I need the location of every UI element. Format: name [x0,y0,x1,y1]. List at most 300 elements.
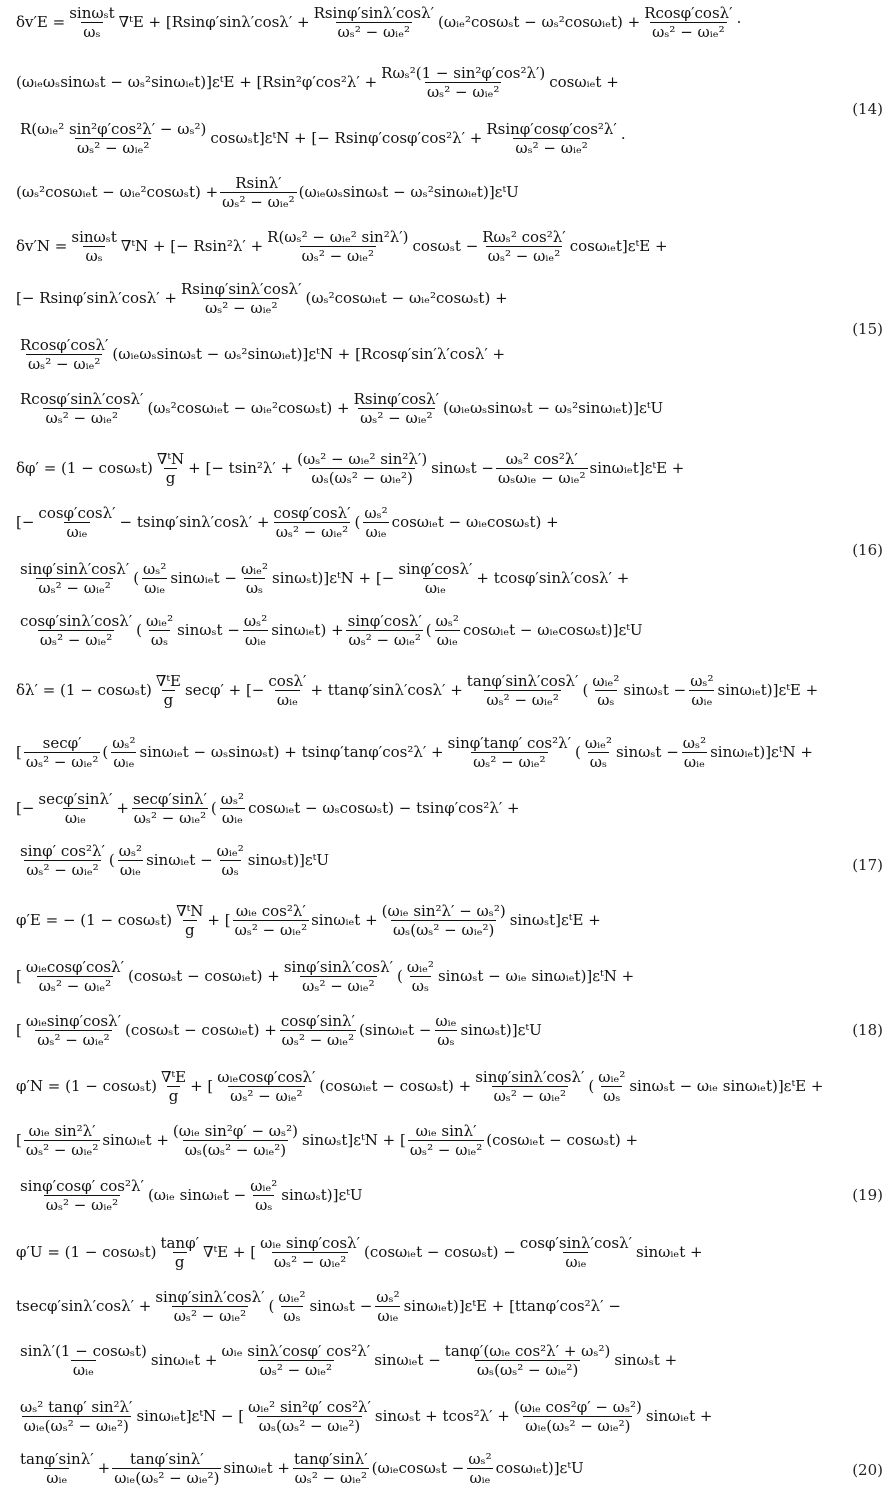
math-term: (ωᵢₑωₛsinωₛt − ωₛ²sinωᵢₑt)]εᵗN + [Rcosφ′sin′λ′cosλ′ + [112,345,506,363]
fraction [271,504,352,541]
fraction [258,1234,362,1271]
fraction [159,1068,188,1105]
fraction [171,1122,300,1159]
fraction-numerator: sinφ′sinλ′cosλ′ [20,559,130,578]
fraction-numerator: ∇ᵗN [156,449,185,468]
fraction-denominator: ωₛ² − ωᵢₑ² [360,408,433,427]
fraction-numerator: R(ωᵢₑ² sin²φ′cos²λ′ − ωₛ²) [20,119,207,138]
fraction-numerator: (ωᵢₑ sin²λ′ − ωₛ²) [381,901,506,920]
fraction-numerator: sinφ′cosλ′ [347,611,422,630]
math-term: ( [582,681,589,699]
equation-number-17: (17) [852,856,883,874]
fraction [220,174,296,211]
fraction [242,612,269,649]
fraction [233,902,309,939]
fraction [346,612,424,649]
fraction-denominator: ωᵢₑ [691,690,713,709]
math-term: + [116,799,129,817]
fraction-numerator: ωₛ² cos²λ′ [505,449,578,468]
fraction-denominator: ωᵢₑ(ωₛ² − ωᵢₑ²) [114,1468,220,1487]
fraction-denominator: ωₛ² − ωᵢₑ² [26,860,99,879]
fraction [480,228,567,265]
math-term: (ωₛ²cosωᵢₑt − ωᵢₑ²cosωₛt) + [147,399,350,417]
equation-line-20-3 [16,1340,829,1380]
fraction-denominator: g [184,920,195,939]
fraction-numerator: sinωₛt [69,3,115,22]
fraction [688,672,715,709]
math-term: · [736,13,742,31]
fraction-denominator: ωₛ(ωₛ² − ωᵢₑ²) [258,1416,361,1435]
math-term: (ωᵢₑωₛsinωₛt − ωₛ²sinωᵢₑt)]εᵗE + [Rsin²φ′cos²λ′ + [16,73,378,91]
fraction-denominator: ωᵢₑ [64,808,86,827]
equation-number-16: (16) [852,541,883,559]
fraction [153,1288,266,1325]
fraction [215,842,246,879]
equation-line-18-1 [16,900,829,940]
fraction-numerator: ∇ᵗN [176,901,204,920]
math-term: ( [425,621,432,639]
fraction-denominator: ωₛ² − ωᵢₑ² [38,976,112,995]
fraction [292,1450,370,1487]
fraction-numerator: ωₛ² [468,1449,492,1468]
fraction-denominator: ωₛ² − ωᵢₑ² [493,1086,567,1105]
fraction-denominator: g [165,468,176,487]
fraction-numerator: tanφ′(ωᵢₑ cos²λ′ + ωₛ²) [444,1341,611,1360]
equation-line-15-1 [16,226,829,266]
math-term: sinωₛt − [615,743,679,761]
math-term: + [97,1459,111,1477]
math-term: sinωₛt − [177,621,240,639]
fraction [18,1342,149,1379]
equation-line-17-3 [16,788,829,828]
fraction-denominator: ωₛ(ωₛ² − ωᵢₑ²) [311,468,413,487]
fraction-numerator: ωᵢₑ² [240,559,269,578]
math-term: (cosωₛt − cosωᵢₑt) + [125,1021,277,1039]
fraction [154,672,183,709]
fraction-numerator: ωₛ² [376,1287,400,1306]
equation-line-20-2 [16,1286,829,1326]
math-term: + [ [207,911,231,929]
fraction-denominator: ωₛ [83,22,101,41]
fraction [18,560,131,597]
fraction-numerator: Rcosφ′cosλ′ [20,335,109,354]
math-term: δv′E = [16,13,66,31]
math-term: δv′N = [16,237,68,255]
math-term: ( [102,743,109,761]
fraction-denominator: ωₛ [437,1030,455,1049]
fraction-numerator: ωₛ² [364,503,388,522]
fraction-numerator: ωₛ² [690,671,714,690]
fraction [18,120,208,157]
fraction [158,1234,201,1271]
fraction [67,4,116,41]
fraction-denominator: ωₛ² − ωᵢₑ² [76,138,150,157]
fraction-denominator: ωᵢₑ(ωₛ² − ωᵢₑ²) [23,1416,129,1435]
fraction-denominator: ωᵢₑ [365,522,387,541]
fraction-numerator: Rcosφ′sinλ′cosλ′ [20,389,144,408]
equation-line-20-1 [16,1232,829,1272]
math-term: sinωᵢₑt]εᵗN − [ [136,1407,245,1425]
fraction [265,228,410,265]
equation-line-17-4 [16,840,829,880]
equation-line-14-3 [16,118,829,158]
fraction-numerator: ωᵢₑ sinφ′cosλ′ [260,1233,361,1252]
fraction-denominator: ωₛ² − ωᵢₑ² [302,976,375,995]
fraction-numerator: sinφ′sinλ′cosλ′ [475,1067,585,1086]
equation-line-20-5 [16,1448,829,1488]
fraction-numerator: ωᵢₑcosφ′cosλ′ [25,957,124,976]
fraction-denominator: ωᵢₑ [469,1468,491,1487]
fraction-denominator: ωₛ² − ωᵢₑ² [652,22,725,41]
fraction-numerator: (ωₛ² − ωᵢₑ² sin²λ′) [297,449,428,468]
math-term: + [− tsin²λ′ + [188,459,294,477]
fraction-denominator: ωₛ² − ωᵢₑ² [273,1252,347,1271]
math-term: sinωᵢₑt − [146,851,213,869]
fraction-numerator: ωₛ² tanφ′ sin²λ′ [20,1397,133,1416]
fraction-denominator: ωₛ(ωₛ² − ωᵢₑ²) [392,920,495,939]
fraction-numerator: cosφ′sinλ′cosλ′ [20,611,133,630]
fraction-numerator: sinφ′sinλ′cosλ′ [283,957,393,976]
fraction-numerator: (ωᵢₑ sin²φ′ − ωₛ²) [172,1121,298,1140]
fraction-numerator: tanφ′ [160,1233,199,1252]
fraction-denominator: ωₛ² − ωᵢₑ² [45,408,118,427]
fraction [18,1398,134,1435]
fraction [246,1398,373,1435]
fraction [279,1012,357,1049]
fraction-numerator: sinλ′(1 − cosωₛt) [20,1341,147,1360]
math-term: (ωᵢₑ²cosωₛt − ωₛ²cosωᵢₑt) + [438,13,641,31]
fraction-denominator: g [163,690,174,709]
fraction-denominator: ωᵢₑ [46,1468,68,1487]
fraction-numerator: ωₛ² [143,559,167,578]
math-term: (cosωᵢₑt − cosωₛt) − [364,1243,516,1261]
math-term: ∇ᵗE + [Rsinφ′sinλ′cosλ′ + [118,13,310,31]
fraction-numerator: ωᵢₑcosφ′cosλ′ [217,1067,316,1086]
math-term: tsecφ′sinλ′cosλ′ + [16,1297,152,1315]
fraction-denominator: ωᵢₑ [72,1360,94,1379]
fraction [282,958,395,995]
equation-line-16-1 [16,448,829,488]
equation-line-18-3 [16,1010,829,1050]
equation-line-19-1 [16,1066,829,1106]
fraction-numerator: Rωₛ² cos²λ′ [482,227,566,246]
math-term: sinωᵢₑt)]εᵗE + [ttanφ′cos²λ′ − [403,1297,621,1315]
math-term: sinωₛt − ωᵢₑ sinωᵢₑt)]εᵗN + [437,967,635,985]
fraction [295,450,429,487]
math-term: sinωₛt)]εᵗU [460,1021,542,1039]
equation-line-20-4 [16,1396,829,1436]
fraction-numerator: ωᵢₑ² [584,733,612,752]
math-term: ( [108,851,115,869]
math-term: ( [210,799,217,817]
equation-line-17-1 [16,670,829,710]
fraction-numerator: cosφ′sinλ′ [280,1011,355,1030]
fraction-numerator: ωₛ² [112,733,136,752]
math-term: cosωᵢₑt − ωᵢₑcosωₛt) + [391,513,559,531]
fraction-numerator: ωᵢₑ² sin²φ′ cos²λ′ [248,1397,371,1416]
fraction-denominator: ωₛ² − ωᵢₑ² [281,1030,355,1049]
fraction-denominator: ωₛ² − ωᵢₑ² [473,752,546,771]
fraction-denominator: ωₛ² − ωᵢₑ² [234,920,308,939]
equation-line-14-4 [16,172,829,212]
fraction-denominator: ωₛ² − ωᵢₑ² [37,1030,110,1049]
math-term: sinωᵢₑt)]εᵗN + [710,743,813,761]
fraction [18,1450,96,1487]
math-term: [ [16,743,22,761]
fraction-denominator: g [168,1086,179,1105]
fraction-numerator: sinφ′sinλ′cosλ′ [155,1287,265,1306]
fraction [18,1177,146,1214]
math-term: ( [397,967,403,985]
fraction-denominator: ωₛ² − ωᵢₑ² [133,808,207,827]
fraction-denominator: ωₛ² − ωᵢₑ² [515,138,588,157]
math-term: ( [136,621,143,639]
fraction [642,4,734,41]
math-term: sinωᵢₑt + [645,1407,713,1425]
math-term: [ [16,1131,22,1149]
math-term: φ′N = (1 − cosωₛt) [16,1077,157,1095]
math-term: ( [268,1297,275,1315]
fraction-denominator: ωₛ(ωₛ² − ωᵢₑ²) [184,1140,287,1159]
math-term: + ttanφ′sinλ′cosλ′ + [310,681,463,699]
fraction-denominator: ωₛ² − ωᵢₑ² [337,22,411,41]
math-term: (ωᵢₑ sinωᵢₑt − [147,1186,247,1204]
fraction-denominator: ωₛ [245,578,264,597]
math-term: (ωᵢₑωₛsinωₛt − ωₛ²sinωᵢₑt)]εᵗU [443,399,664,417]
fraction-denominator: ωᵢₑ [66,522,88,541]
fraction-denominator: ωₛ [589,752,608,771]
math-term: (cosωₛt − cosωᵢₑt) + [128,967,280,985]
math-term: φ′U = (1 − cosωₛt) [16,1243,157,1261]
math-term: sinωᵢₑt + [150,1351,218,1369]
equation-line-15-2 [16,278,829,318]
fraction [141,560,168,597]
equation-line-16-4 [16,610,829,650]
fraction-denominator: ωᵢₑ [113,752,135,771]
math-term: [ [16,967,22,985]
fraction-denominator: ωᵢₑ [377,1306,399,1325]
fraction-denominator: ωₛ² − ωᵢₑ² [25,1140,99,1159]
fraction-numerator: Rωₛ²(1 − sin²φ′cos²λ′) [381,63,546,82]
fraction [144,612,175,649]
fraction-numerator: Rsinλ′ [235,173,282,192]
equation-line-18-2 [16,956,829,996]
math-term: (cosωᵢₑt − cosωₛt) + [486,1131,639,1149]
fraction-numerator: tanφ′sinλ′cosλ′ [466,671,579,690]
fraction-denominator: ωₛ² − ωᵢₑ² [301,246,375,265]
fraction-numerator: ωᵢₑ² [146,611,174,630]
math-term: cosωᵢₑt − ωᵢₑcosωₛt)]εᵗU [462,621,643,639]
fraction [18,390,145,427]
math-term: cosωᵢₑt]εᵗE + [569,237,668,255]
math-term: (sinωᵢₑt − [358,1021,432,1039]
fraction-numerator: tanφ′sinλ′ [294,1449,368,1468]
math-term: (ωₛ²cosωᵢₑt − ωᵢₑ²cosωₛt) + [305,289,508,307]
math-term: + [ [190,1077,214,1095]
math-term: ( [354,513,361,531]
math-term: ( [588,1077,595,1095]
fraction-numerator: ∇ᵗE [155,671,181,690]
math-term: sinωₛt)]εᵗN + [− [272,569,395,587]
fraction-numerator: ωᵢₑ² [592,671,620,690]
fraction-denominator: ωₛ² − ωᵢₑ² [487,246,561,265]
math-term: sinωᵢₑt)]εᵗE + [717,681,819,699]
math-term: sinωᵢₑt]εᵗE + [589,459,685,477]
math-term: sinωₛt]εᵗN + [ [301,1131,406,1149]
fraction-denominator: ωₛ(ωₛ² − ωᵢₑ²) [476,1360,579,1379]
fraction-denominator: ωᵢₑ [276,690,298,709]
fraction-denominator: ωₛ [603,1086,621,1105]
fraction [465,672,581,709]
fraction [18,612,134,649]
fraction-numerator: ∇ᵗE [160,1067,187,1086]
fraction-numerator: ωᵢₑ sin²λ′ [28,1121,96,1140]
fraction-denominator: ωₛ² − ωᵢₑ² [204,298,278,317]
fraction [380,902,508,939]
fraction-numerator: sinφ′cosλ′ [398,559,473,578]
math-term: ∇ᵗN + [− Rsin²λ′ + [120,237,264,255]
fraction-numerator: cosφ′sinλ′cosλ′ [519,1233,632,1252]
fraction-denominator: ωₛ² − ωᵢₑ² [38,578,111,597]
fraction-numerator: ωₛ² [243,611,268,630]
fraction [24,1122,100,1159]
fraction-denominator: ωₛ [255,1195,273,1214]
fraction-numerator: sinωₛt [71,227,117,246]
math-term: sinωᵢₑt + [223,1459,290,1477]
equation-number-18: (18) [852,1021,883,1039]
fraction-numerator: sinφ′ cos²λ′ [20,841,105,860]
fraction-denominator: ωₛωᵢₑ − ωᵢₑ² [497,468,586,487]
fraction [443,1342,613,1379]
fraction-denominator: ωᵢₑ [144,578,166,597]
math-term: sinωᵢₑt + [636,1243,703,1261]
math-term: · [620,129,626,147]
fraction [174,902,205,939]
fraction [374,1288,401,1325]
fraction [312,4,436,41]
fraction [69,228,118,265]
math-term: − tsinφ′sinλ′cosλ′ + [119,513,270,531]
fraction [596,1068,627,1105]
fraction [512,1398,644,1435]
fraction [681,734,708,771]
math-term: cosωₛt]εᵗN + [− Rsinφ′cosφ′cos²λ′ + [210,129,483,147]
fraction [179,280,303,317]
fraction-denominator: ωᵢₑ [565,1252,587,1271]
math-term: [− [16,799,35,817]
fraction [518,1234,634,1271]
equation-line-15-4 [16,388,829,428]
fraction-numerator: Rsinφ′cosλ′ [353,389,440,408]
math-term: (ωᵢₑωₛsinωₛt − ωₛ²sinωᵢₑt)]εᵗU [298,183,519,201]
fraction-numerator: cosλ′ [268,671,307,690]
math-term: sinωᵢₑt) + [271,621,344,639]
fraction-denominator: ωₛ² − ωᵢₑ² [173,1306,247,1325]
math-term: sinωᵢₑt + [311,911,378,929]
math-term: (cosωᵢₑt − cosωₛt) + [319,1077,472,1095]
fraction-denominator: ωᵢₑ [424,578,446,597]
fraction [248,1177,279,1214]
fraction-numerator: R(ωₛ² − ωᵢₑ² sin²λ′) [267,227,409,246]
fraction-numerator: Rsinφ′sinλ′cosλ′ [181,279,302,298]
fraction-denominator: ωₛ² − ωᵢₑ² [275,522,349,541]
fraction-numerator: secφ′sinλ′ [132,789,207,808]
fraction-denominator: ωₛ [597,690,615,709]
fraction-numerator: secφ′sinλ′ [38,789,113,808]
fraction-numerator: ωₛ² [118,841,143,860]
fraction [110,734,137,771]
fraction-denominator: ωₛ² − ωᵢₑ² [486,690,559,709]
equation-number-14: (14) [852,100,883,118]
fraction-numerator: ωᵢₑ² [406,957,434,976]
math-term: sinωᵢₑt + [102,1131,169,1149]
fraction-denominator: ωₛ [85,246,103,265]
math-term: secφ′ + [− [184,681,265,699]
math-term: cosωₛt − [412,237,479,255]
fraction-numerator: ωᵢₑ² [216,841,244,860]
fraction-numerator: ωᵢₑsinφ′cosλ′ [25,1011,122,1030]
math-term: ( [575,743,581,761]
math-term: + tcosφ′sinλ′cosλ′ + [476,569,630,587]
math-term: δφ′ = (1 − cosωₛt) [16,459,153,477]
fraction-numerator: ωᵢₑ² [250,1176,278,1195]
math-term: cosωᵢₑt)]εᵗU [495,1459,584,1477]
fraction-numerator: ωₛ² [682,733,707,752]
equation-number-15: (15) [852,320,883,338]
fraction-numerator: Rcosφ′cosλ′ [644,3,733,22]
fraction [266,672,308,709]
fraction-denominator: ωₛ [283,1306,301,1325]
fraction [473,1068,586,1105]
fraction [131,790,209,827]
fraction [590,672,621,709]
fraction [408,1122,484,1159]
fraction [219,1342,372,1379]
fraction [219,790,246,827]
fraction-numerator: sinφ′cosφ′ cos²λ′ [20,1176,144,1195]
math-term: φ′E = − (1 − cosωₛt) [16,911,173,929]
math-term: sinωₛt − [623,681,687,699]
fraction [215,1068,317,1105]
fraction-denominator: ωₛ² − ωᵢₑ² [25,752,99,771]
fraction-denominator: ωₛ² − ωᵢₑ² [409,1140,483,1159]
fraction-denominator: ωₛ² − ωᵢₑ² [294,1468,368,1487]
fraction-denominator: ωᵢₑ [245,630,267,649]
math-term: δλ′ = (1 − cosωₛt) [16,681,152,699]
fraction-numerator: Rsinφ′cosφ′cos²λ′ [486,119,617,138]
math-term: cosωᵢₑt + [549,73,619,91]
fraction-denominator: ωᵢₑ [221,808,243,827]
fraction [24,734,100,771]
fraction-numerator: sinφ′tanφ′ cos²λ′ [447,733,572,752]
math-term: cosωᵢₑt − ωₛcosωₛt) − tsinφ′cos²λ′ + [248,799,520,817]
fraction [24,1012,123,1049]
fraction [352,390,441,427]
fraction-denominator: ωᵢₑ [119,860,141,879]
math-term: [− [16,513,35,531]
fraction [496,450,588,487]
fraction-denominator: ωₛ² − ωᵢₑ² [222,192,295,211]
fraction [112,1450,221,1487]
equation-number-20: (20) [852,1461,883,1479]
fraction-denominator: ωₛ² − ωᵢₑ² [39,630,113,649]
equation-line-15-3 [16,334,829,374]
fraction-numerator: ωᵢₑ sinλ′ [415,1121,477,1140]
fraction-numerator: cosφ′cosλ′ [273,503,351,522]
fraction [446,734,573,771]
math-term: sinωᵢₑt − [170,569,237,587]
fraction-numerator: tanφ′sinλ′ [20,1449,94,1468]
